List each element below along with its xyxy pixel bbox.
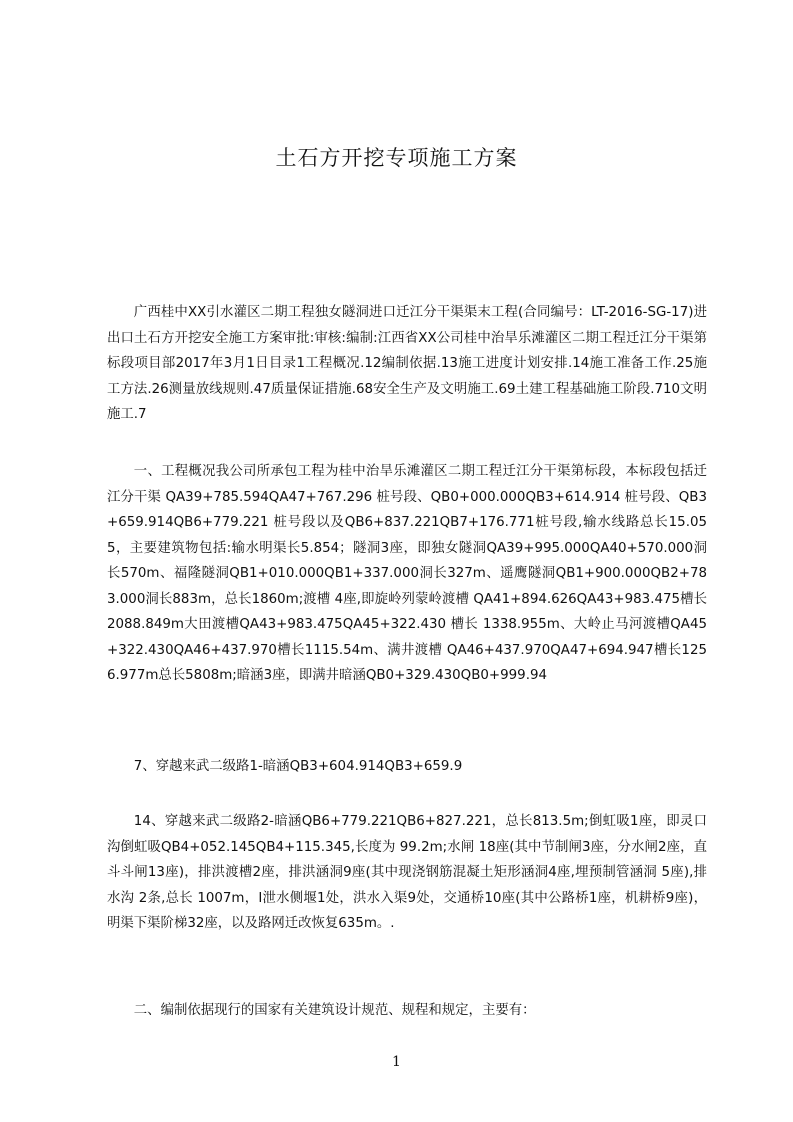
- paragraph-culvert-1: 7、穿越来武二级路1-暗涵QB3+604.914QB3+659.9: [133, 759, 463, 775]
- document-title: 土石方开挖专项施工方案: [275, 146, 518, 170]
- paragraph-project-overview: 一、工程概况我公司所承包工程为桂中治旱乐滩灌区二期工程迁江分干渠第标段，本标段包括迁江分干渠 QA39+785.594QA47+767.296 桩号段、QB0+000.000QB3+614.914 桩号段、QB3+659.914QB6+779.221 桩号段以及QB6+837.221QB7+176.771桩号段,输水线路总长15.055，主要建筑物包括:输水明渠长5.854；隧洞3座，即独女隧洞QA39+995.000QA40+570.000洞长570m、福隆隧洞QB1+010.000QB1+337.000洞长327m、遥鹰隧洞QB1+900.000QB2+783.000洞长883m，总长1860m;渡槽 4座,即旋岭列蒙岭渡槽 QA41+894.626QA43+983.475槽长2088.849m大田渡槽QA43+983.475QA45+322.430 槽长 1338.955m、大岭止马河渡槽QA45+322.430QA46+437.970槽长1115.54m、满井渡槽 QA46+437.970QA47+694.947槽长1256.977m总长5808m;暗涵3座，即满井暗涵QB0+329.430QB0+999.94: [107, 464, 707, 684]
- paragraph-compilation-basis: 二、编制依据现行的国家有关建筑设计规范、规程和规定，主要有：: [133, 1003, 536, 1019]
- page-number: 1: [392, 1054, 401, 1070]
- paragraph-culvert-2-details: 14、穿越来武二级路2-暗涵QB6+779.221QB6+827.221，总长813.5m;倒虹吸1座，即灵口沟倒虹吸QB4+052.145QB4+115.345,长度为 99.2m;水闸 18座(其中节制闸3座，分水闸2座，直斗斗闸13座)，排洪渡槽2座，排洪涵洞9座(其中现浇钢筋混凝土矩形涵洞4座,埋预制管涵洞 5座),排水沟 2条,总长 1007m，I泄水侧堰1处，洪水入渠9处，交通桥10座(其中公路桥1座，机耕桥9座)，明渠下渠阶梯32座，以及路网迁改恢复635m。.: [107, 814, 707, 932]
- paragraph-project-header-toc: 广西桂中XX引水灌区二期工程独女隧洞进口迁江分干渠渠末工程(合同编号：LT-2016-SG-17)进出口土石方开挖安全施工方案审批:审核:编制:江西省XX公司桂中治旱乐滩灌区二期工程迁江分干渠第标段项目部2017年3月1日目录1工程概况.12编制依据.13施工进度计划安排.14施工准备工作.25施工方法.26测量放线规则.47质量保证措施.68安全生产及文明施工.69土建工程基础施工阶段.710文明施工.7: [107, 305, 707, 423]
